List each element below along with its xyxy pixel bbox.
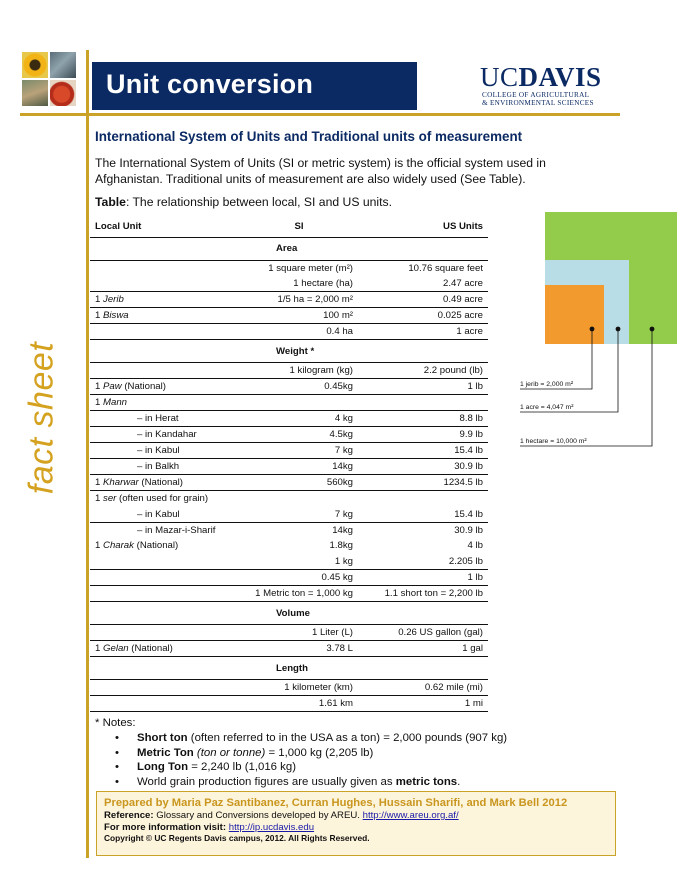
notes-list	[115, 731, 507, 789]
table-row	[90, 459, 488, 475]
local-unit-cell: – in Balkh	[90, 459, 240, 475]
si-cell: 7 kg	[240, 506, 358, 522]
reference-line: Reference: Glossary and Conversions developed by AREU. http://www.areu.org.af/	[104, 810, 459, 821]
us-cell: 30.9 lb	[358, 459, 488, 475]
si-cell	[240, 491, 358, 507]
table-row	[90, 570, 488, 586]
si-cell: 1.8kg	[329, 540, 353, 552]
us-cell: 2.205 lb	[358, 554, 488, 570]
us-cell	[358, 491, 488, 507]
table-row	[90, 260, 488, 276]
section-title: Weight *	[90, 340, 488, 363]
jerib-label: 1 jerib = 2,000 m²	[520, 381, 574, 388]
col-header-si: SI	[240, 216, 358, 237]
table-row	[90, 554, 488, 570]
note-metric-ton: • Metric Ton (ton or tonne) = 1,000 kg (2,205 lb)	[115, 746, 507, 761]
red-produce-icon	[50, 80, 76, 106]
info-line: For more information visit: http://ip.ucdavis.edu	[104, 821, 315, 833]
si-cell: 1 hectare (ha)	[240, 276, 358, 292]
si-cell	[240, 395, 358, 411]
si-cell: 1 Liter (L)	[240, 625, 358, 641]
us-cell: 1 gal	[358, 641, 488, 657]
table-body	[90, 237, 488, 712]
areu-link[interactable]: http://www.areu.org.af/	[362, 810, 459, 821]
local-unit-cell: – in Kandahar	[90, 427, 240, 443]
us-cell: 9.9 lb	[358, 427, 488, 443]
table-header-row	[90, 216, 488, 237]
local-unit-cell	[90, 625, 240, 641]
us-cell: 10.76 square feet	[408, 262, 483, 274]
copyright: Copyright © UC Regents Davis campus, 2012. All Rights Reserved.	[104, 833, 370, 843]
section-title: Area	[90, 237, 488, 260]
us-cell: 0.62 mile (mi)	[358, 680, 488, 696]
sunflower-icon	[22, 52, 48, 78]
logo-subtitle: COLLEGE OF AGRICULTURAL & ENVIRONMENTAL SCIENCES	[482, 91, 594, 107]
local-unit-cell: 1 Biswa	[90, 308, 240, 324]
gold-horizontal-rule	[20, 113, 620, 116]
us-cell: 1.1 short ton = 2,200 lb	[358, 586, 488, 602]
local-unit-cell: 1 Kharwar (National)	[90, 475, 240, 491]
note-short-ton: • Short ton (often referred to in the USA as a ton) = 2,000 pounds (907 kg)	[115, 731, 507, 746]
local-unit-cell	[90, 363, 240, 379]
photo-mosaic	[22, 52, 76, 106]
si-cell: 7 kg	[240, 443, 358, 459]
table-row	[90, 625, 488, 641]
note-world-grain: • World grain production figures are usually given as metric tons.	[115, 775, 507, 790]
local-unit-cell: – in Mazar-i-Sharif	[137, 524, 216, 536]
table-section-length	[90, 657, 488, 680]
intro-paragraph: The International System of Units (SI or metric system) is the official system used in Afghanistan. Traditional units of measurement are also widely used (See Table).	[95, 156, 546, 186]
si-cell: 3.78 L	[240, 641, 358, 657]
col-header-local: Local Unit	[90, 216, 240, 237]
si-cell: 1/5 ha = 2,000 m²	[240, 292, 358, 308]
si-cell: 1.61 km	[240, 696, 358, 712]
table-row	[90, 506, 488, 522]
us-cell: 1234.5 lb	[358, 475, 488, 491]
table-row	[90, 276, 488, 292]
local-unit-cell: – in Kabul	[90, 506, 240, 522]
local-unit-cell: 1 Jerib	[90, 292, 240, 308]
table-section-area	[90, 237, 488, 260]
gold-vertical-rule	[86, 50, 89, 858]
area-comparison-diagram	[510, 200, 690, 460]
us-cell	[358, 395, 488, 411]
table-caption: Table: The relationship between local, SI and US units.	[95, 195, 392, 209]
conversion-table	[90, 216, 488, 712]
us-cell: 1 acre	[358, 324, 488, 340]
us-cell: 1 lb	[358, 570, 488, 586]
local-unit-cell: 1 Gelan (National)	[90, 641, 240, 657]
section-title: Volume	[90, 602, 488, 625]
page-title: Unit conversion	[106, 69, 314, 99]
us-cell: 8.8 lb	[358, 411, 488, 427]
notes-title: * Notes:	[95, 717, 136, 729]
table-section-weight	[90, 340, 488, 363]
table-row	[90, 491, 488, 507]
table-row	[90, 641, 488, 657]
si-cell: 4 kg	[240, 411, 358, 427]
table-row	[90, 696, 488, 712]
local-unit-cell: 1 ser (often used for grain)	[95, 493, 209, 505]
us-cell: 4 lb	[467, 540, 483, 552]
table-row	[90, 680, 488, 696]
hectare-label: 1 hectare = 10,000 m²	[520, 438, 587, 445]
blue-tile-icon	[50, 52, 76, 78]
si-cell: 4.5kg	[240, 427, 358, 443]
si-cell: 0.45kg	[240, 379, 358, 395]
table-row	[90, 443, 488, 459]
local-unit-cell	[90, 276, 240, 292]
si-cell: 0.4 ha	[240, 324, 358, 340]
table-row	[90, 522, 488, 538]
si-cell: 0.45 kg	[240, 570, 358, 586]
local-unit-cell: 1 Paw (National)	[90, 379, 240, 395]
local-unit-cell: 1 Charak (National)	[95, 540, 179, 552]
local-unit-cell: – in Kabul	[90, 443, 240, 459]
section-heading: International System of Units and Traditional units of measurement	[95, 129, 523, 144]
acre-label: 1 acre = 4,047 m²	[520, 404, 574, 411]
us-cell: 0.26 US gallon (gal)	[358, 625, 488, 641]
side-label-fact-sheet: fact sheet	[22, 341, 61, 495]
ucdavis-ip-link[interactable]: http://ip.ucdavis.edu	[228, 821, 315, 833]
local-unit-cell	[90, 324, 240, 340]
us-cell: 1 mi	[358, 696, 488, 712]
si-cell: 1 kilogram (kg)	[240, 363, 358, 379]
si-cell: 1 Metric ton = 1,000 kg	[240, 586, 358, 602]
table-row	[90, 475, 488, 491]
si-cell: 100 m²	[240, 308, 358, 324]
us-cell: 0.025 acre	[358, 308, 488, 324]
us-cell: 2.2 pound (lb)	[358, 363, 488, 379]
local-unit-cell: 1 Mann	[90, 395, 240, 411]
prepared-by: Prepared by Maria Paz Santibanez, Curran Hughes, Hussain Sharifi, and Mark Bell 2012	[104, 797, 568, 809]
us-cell: 2.47 acre	[358, 276, 488, 292]
header-band	[92, 62, 417, 110]
table-row	[90, 395, 488, 411]
table-row	[90, 411, 488, 427]
table-row	[90, 324, 488, 340]
local-unit-cell	[90, 586, 240, 602]
section-title: Length	[90, 657, 488, 680]
us-cell: 15.4 lb	[358, 506, 488, 522]
si-cell: 14kg	[240, 459, 358, 475]
table-section-volume	[90, 602, 488, 625]
col-header-us: US Units	[358, 216, 488, 237]
local-unit-cell	[90, 554, 240, 570]
local-unit-cell: – in Herat	[90, 411, 240, 427]
credits-box	[96, 791, 616, 856]
note-long-ton: • Long Ton = 2,240 lb (1,016 kg)	[115, 760, 507, 775]
table-row	[90, 538, 488, 554]
local-unit-cell	[90, 680, 240, 696]
jerib-square	[545, 285, 604, 344]
local-unit-cell	[90, 260, 240, 276]
table-row	[90, 308, 488, 324]
us-cell: 30.9 lb	[454, 524, 483, 536]
ucdavis-logo	[420, 62, 617, 110]
us-cell: 15.4 lb	[358, 443, 488, 459]
table-row	[90, 363, 488, 379]
si-cell: 1 kg	[240, 554, 358, 570]
si-cell: 14kg	[332, 524, 353, 536]
si-cell: 1 kilometer (km)	[240, 680, 358, 696]
field-tile-icon	[22, 80, 48, 106]
si-cell: 560kg	[240, 475, 358, 491]
table-row	[90, 292, 488, 308]
table-row	[90, 586, 488, 602]
logo-wordmark: UCDAVIS	[480, 62, 602, 92]
si-cell: 1 square meter (m²)	[268, 262, 353, 274]
us-cell: 1 lb	[358, 379, 488, 395]
table-row	[90, 427, 488, 443]
local-unit-cell	[90, 696, 240, 712]
local-unit-cell	[90, 570, 240, 586]
us-cell: 0.49 acre	[358, 292, 488, 308]
table-row	[90, 379, 488, 395]
